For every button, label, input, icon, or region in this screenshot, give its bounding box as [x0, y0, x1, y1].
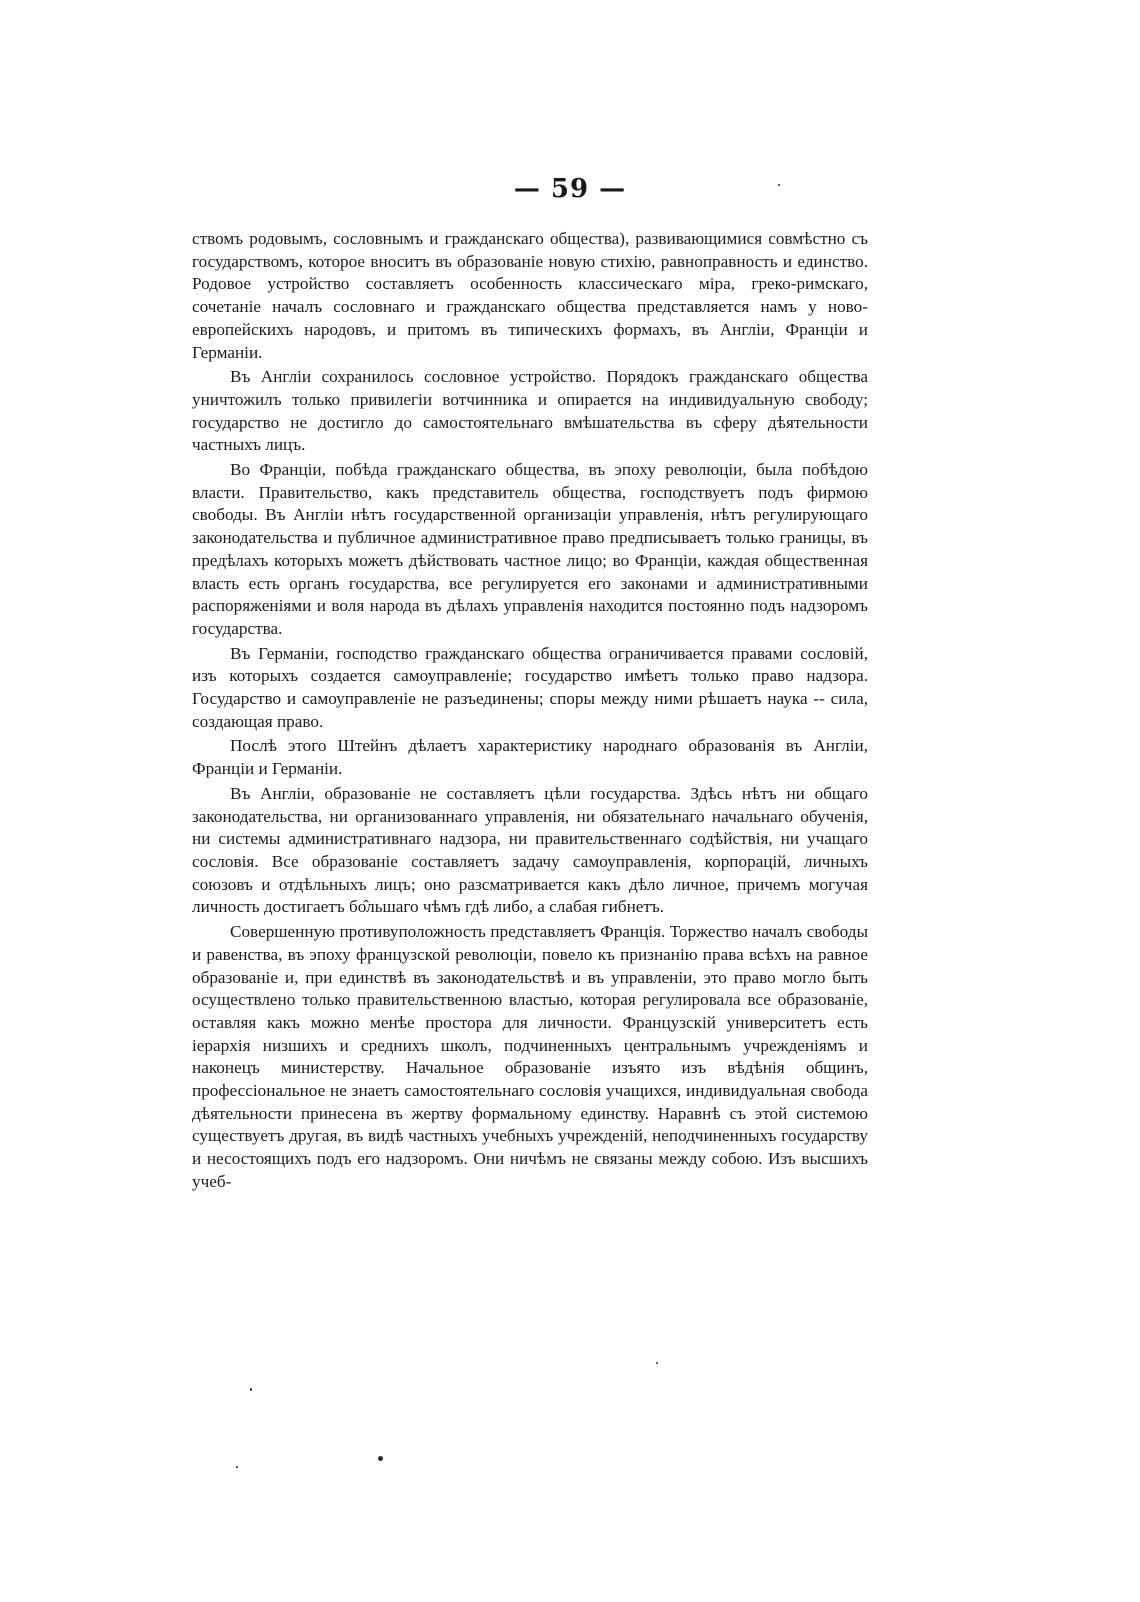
- paragraph-continuation: ствомъ родовымъ, сословнымъ и гражданскаго общества), развивающимися совмѣстно съ государствомъ, которое вноситъ въ образованіе новую стихію, равноправность и единство. Родовое устройство составляетъ особенность классическаго міра, греко-римскаго, сочетаніе началъ сословнаго и гражданскаго общества представляется намъ у ново-европейскихъ народовъ, и притомъ въ типическихъ формахъ, въ Англіи, Франціи и Германіи.: [192, 229, 868, 362]
- scan-speck: [656, 1362, 658, 1364]
- paragraph-germany: Въ Германіи, господство гражданскаго общества ограничивается правами сословій, изъ которыхъ создается самоуправленіе; государство имѣетъ только право надзора. Государство и самоуправленіе не разъединены; споры между ними рѣшаетъ наука -- сила, создающая право.: [192, 643, 868, 731]
- paragraph-england-estates: Въ Англіи сохранилось сословное устройство. Порядокъ гражданскаго общества уничтожилъ только привилегіи вотчинника и опирается на индивидуальную свободу; государство не достигло до самостоятельнаго вмѣшательства въ сферу дѣятельности частныхъ лицъ.: [192, 367, 868, 455]
- scan-speck: [778, 184, 780, 186]
- paragraph-france-education: Совершенную противуположность представляетъ Франція. Торжество началъ свободы и равенства, въ эпоху французской революціи, повело къ признанію права всѣхъ на равное образованіе и, при единствѣ въ законодательствѣ и въ управленіи, это право могло быть осуществлено только правительственною властью, которая регулировала все образованіе, оставляя какъ можно менѣе простора для личности. Французскій университетъ есть іерархія низшихъ и среднихъ школъ, подчиненныхъ центральнымъ учрежденіямъ и наконецъ министерству. Начальное образованіе изъято изъ вѣдѣнія общинъ, профессіональное не знаетъ самостоятельнаго сословія учащихся, индивидуальная свобода дѣятельности принесена въ жертву формальному единству. Наравнѣ съ этой системою существуетъ другая, въ видѣ частныхъ учебныхъ учрежденій, неподчиненныхъ государству и несостоящихъ подъ его надзоромъ. Они ничѣмъ не связаны между собою. Изъ высшихъ учеб-: [192, 922, 868, 1191]
- paragraph-stein-characterization: Послѣ этого Штейнъ дѣлаетъ характеристику народнаго образованія въ Англіи, Франціи и Германіи.: [192, 736, 868, 779]
- paragraph-france-revolution: Во Франціи, побѣда гражданскаго общества, въ эпоху революціи, была побѣдою власти. Правительство, какъ представитель общества, господствуетъ подъ фирмою свободы. Въ Англіи нѣтъ государственной организаціи управленія, нѣтъ регулирующаго законодательства и публичное административное право предписываетъ только границы, въ предѣлахъ которыхъ можетъ дѣйствовать частное лицо; во Франціи, каждая общественная власть есть органъ государства, все регулируется его законами и административными распоряженіями и воля народа въ дѣлахъ управленія находится постоянно подъ надзоромъ государства.: [192, 460, 868, 638]
- scan-speck: [378, 1456, 383, 1461]
- scan-speck: [236, 1466, 238, 1468]
- body-text: [192, 228, 868, 1196]
- page-number: — 59 —: [513, 174, 627, 204]
- paragraph-england-education: Въ Англіи, образованіе не составляетъ цѣли государства. Здѣсь нѣтъ ни общаго законодательства, ни организованнаго управленія, ни обязательнаго начальнаго обученія, ни системы административнаго надзора, ни правительственнаго содѣйствія, ни учащаго сословія. Все образованіе составляетъ задачу самоуправленія, корпорацій, личныхъ союзовъ и отдѣльныхъ лицъ; оно разсматривается какъ дѣло личное, причемъ могучая личность достигаетъ бо̂льшаго чѣмъ гдѣ либо, а слабая гибнетъ.: [192, 783, 868, 917]
- scan-speck: [250, 1388, 252, 1391]
